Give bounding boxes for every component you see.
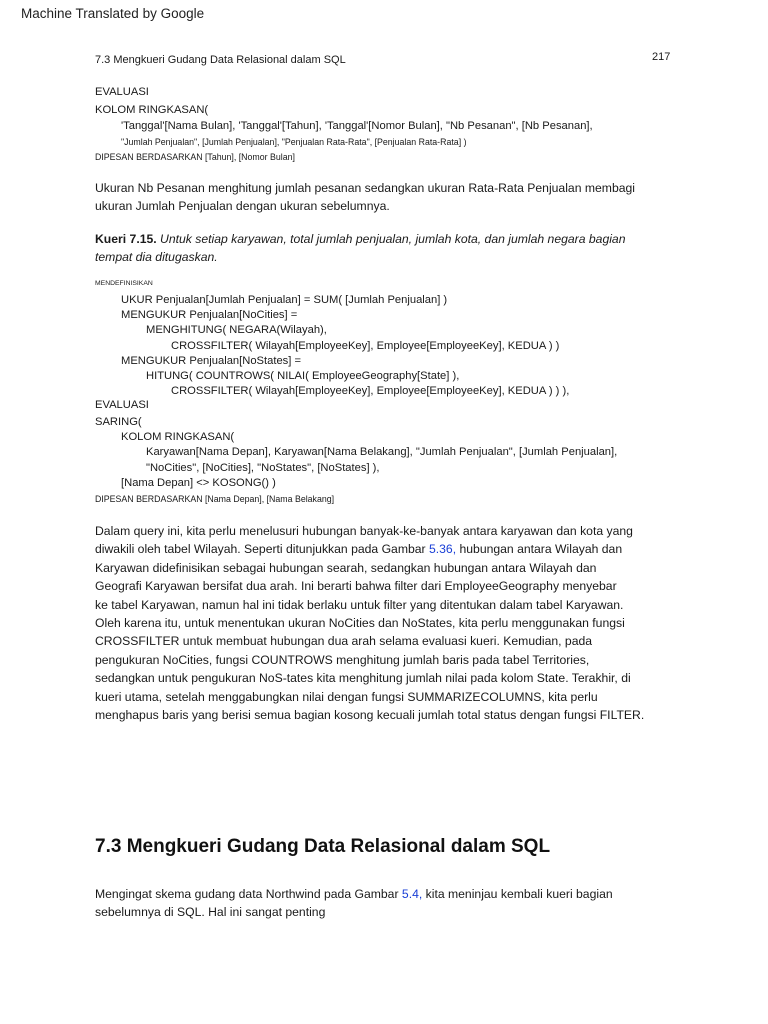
code-line: MENGUKUR Penjualan[NoStates] =	[121, 355, 302, 367]
section-title: 7.3 Mengkueri Gudang Data Relasional dalam SQL	[95, 836, 551, 857]
query-description: tempat dia ditugaskan.	[95, 250, 218, 265]
paragraph-text: Mengingat skema gudang data Northwind pada Gambar	[95, 887, 402, 901]
paragraph-line	[95, 540, 695, 558]
code-line: EVALUASI	[95, 399, 149, 411]
code-line: EVALUASI	[95, 86, 149, 98]
code-line: SARING(	[95, 416, 142, 428]
paragraph-line: Oleh karena itu, untuk menentukan ukuran NoCities dan NoStates, kita perlu menggunakan fungsi	[95, 616, 625, 631]
query-heading	[95, 230, 695, 267]
paragraph-line	[95, 885, 695, 903]
code-line: CROSSFILTER( Wilayah[EmployeeKey], Employee[EmployeeKey], KEDUA ) ) ),	[171, 385, 570, 397]
paragraph-line: sebelumnya di SQL. Hal ini sangat penting	[95, 905, 326, 920]
paragraph-line: kueri utama, setelah menggabungkan nilai dengan fungsi SUMMARIZECOLUMNS, kita perlu	[95, 689, 598, 704]
code-line: DIPESAN BERDASARKAN [Tahun], [Nomor Bulan]	[95, 152, 295, 162]
code-line: KOLOM RINGKASAN(	[121, 431, 235, 443]
paragraph-text: kita meninjau kembali kueri bagian	[422, 887, 613, 901]
paragraph-intro-sql	[95, 885, 695, 922]
paragraph-line: Karyawan didefinisikan sebagai hubungan searah, sedangkan hubungan antara Wilayah dan	[95, 560, 597, 575]
query-description: Untuk setiap karyawan, total jumlah penjualan, jumlah kota, dan jumlah negara bagian	[160, 232, 626, 246]
paragraph-explanation	[95, 522, 695, 724]
paragraph-line: Ukuran Nb Pesanan menghitung jumlah pesanan sedangkan ukuran Rata-Rata Penjualan membagi	[95, 181, 635, 195]
paragraph-text: diwakili oleh tabel Wilayah. Seperti ditunjukkan pada Gambar	[95, 542, 429, 557]
figure-link-5-4[interactable]: 5.4,	[401, 887, 423, 901]
code-line: [Nama Depan] <> KOSONG() )	[121, 477, 276, 489]
code-line: HITUNG( COUNTROWS( NILAI( EmployeeGeography[State] ),	[146, 370, 460, 382]
paragraph-line: Dalam query ini, kita perlu menelusuri hubungan banyak-ke-banyak antara karyawan dan kota yang	[95, 524, 633, 538]
page-number: 217	[652, 51, 671, 63]
code-line: KOLOM RINGKASAN(	[95, 104, 209, 116]
paragraph-line: pengukuran NoCities, fungsi COUNTROWS menghitung jumlah baris pada tabel Territories,	[95, 652, 590, 667]
code-line: MENGHITUNG( NEGARA(Wilayah),	[146, 324, 327, 336]
paragraph-line: ke tabel Karyawan, namun hal ini tidak berlaku untuk filter yang ditentukan dalam tabel Karyawan.	[95, 597, 624, 612]
code-line: "NoCities", [NoCities], "NoStates", [NoStates] ),	[146, 462, 380, 474]
figure-link-5-36[interactable]: 5.36,	[428, 542, 457, 557]
paragraph-line: CROSSFILTER untuk membuat hubungan dua arah selama evaluasi kueri. Kemudian, pada	[95, 634, 593, 649]
code-line: MENGUKUR Penjualan[NoCities] =	[121, 309, 298, 321]
running-head: 7.3 Mengkueri Gudang Data Relasional dalam SQL	[95, 54, 346, 66]
paragraph-line: ukuran Jumlah Penjualan dengan ukuran sebelumnya.	[95, 199, 390, 214]
code-line: MENDEFINISIKAN	[95, 280, 153, 287]
code-line: UKUR Penjualan[Jumlah Penjualan] = SUM( [Jumlah Penjualan] )	[121, 294, 448, 306]
paragraph-line: sedangkan untuk pengukuran NoS-tates kita menghitung jumlah nilai pada kolom State. Terakhir, di	[95, 671, 631, 686]
paragraph-text: hubungan antara Wilayah dan	[456, 542, 623, 557]
paragraph-line: menghapus baris yang berisi semua bagian kosong kecuali jumlah total status dengan fungsi FILTER.	[95, 708, 645, 723]
code-line: Karyawan[Nama Depan], Karyawan[Nama Belakang], "Jumlah Penjualan", [Jumlah Penjualan],	[146, 446, 618, 458]
machine-translation-banner: Machine Translated by Google	[21, 6, 205, 21]
code-line: "Jumlah Penjualan", [Jumlah Penjualan], "Penjualan Rata-Rata", [Penjualan Rata-Rata] )	[121, 137, 467, 147]
code-line: 'Tanggal'[Nama Bulan], 'Tanggal'[Tahun], 'Tanggal'[Nomor Bulan], "Nb Pesanan", [Nb Pesanan],	[121, 120, 593, 132]
paragraph-measures	[95, 179, 695, 216]
paragraph-line: Geografi Karyawan bersifat dua arah. Ini berarti bahwa filter dari EmployeeGeography menyebar	[95, 579, 617, 594]
code-line: CROSSFILTER( Wilayah[EmployeeKey], Employee[EmployeeKey], KEDUA ) )	[171, 340, 560, 352]
code-line: DIPESAN BERDASARKAN [Nama Depan], [Nama Belakang]	[95, 494, 335, 504]
query-label: Kueri 7.15.	[95, 232, 157, 246]
